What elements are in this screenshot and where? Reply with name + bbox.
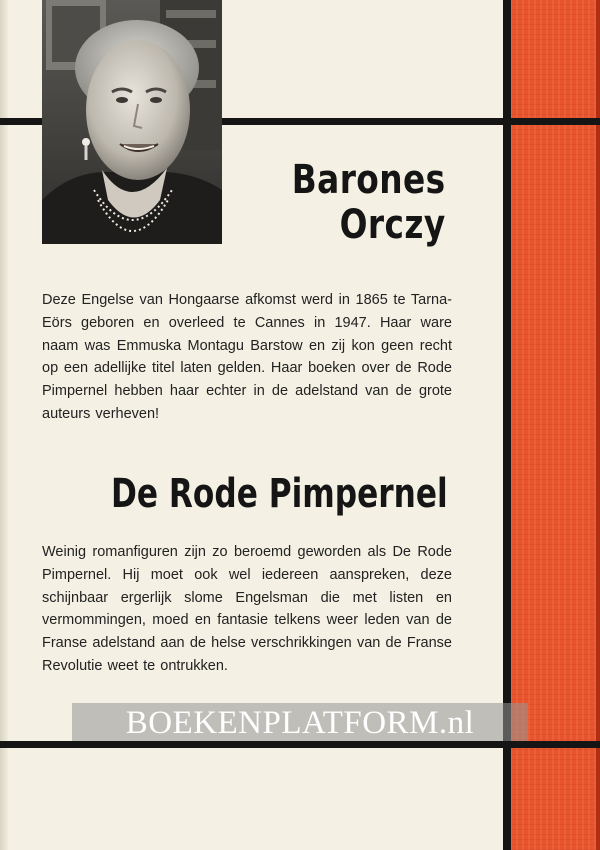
book-spine-edge [0,0,8,850]
watermark-text: BOEKENPLATFORM.nl [125,705,475,741]
author-photo [42,0,222,244]
author-portrait-icon [42,0,222,244]
red-band-shadow-edge [596,0,600,850]
author-biography: Deze Engelse van Hongaarse afkomst werd in 1865 te Tarna-Eörs geboren en overleed te Cannes in 1947. Haar ware naam was Emmuska Montagu Barstow en zij kon geen recht op een adellijke titel laten gelden. Haar boeken over de Rode Pimpernel hebben haar echter in de adelstand van de grote auteurs verheven! [42,292,452,422]
book-title: De Rode Pimpernel [111,471,448,517]
book-description: Weinig romanfiguren zijn zo beroemd geworden als De Rode Pimpernel. Hij moet ook wel iedereen aanspreken, deze schijnbaar ergerlijk slome Engelsman die met listen en vermommingen, moed en fantasie telkens weer leden van de Franse adelstand aan de helse verschrikkingen van de Franse Revolutie weet te ontrukken. [42,544,452,674]
author-name [292,158,446,248]
author-first-name: Barones [292,157,446,203]
author-last-name: Orczy [339,202,446,248]
bottom-black-rule [0,741,600,748]
